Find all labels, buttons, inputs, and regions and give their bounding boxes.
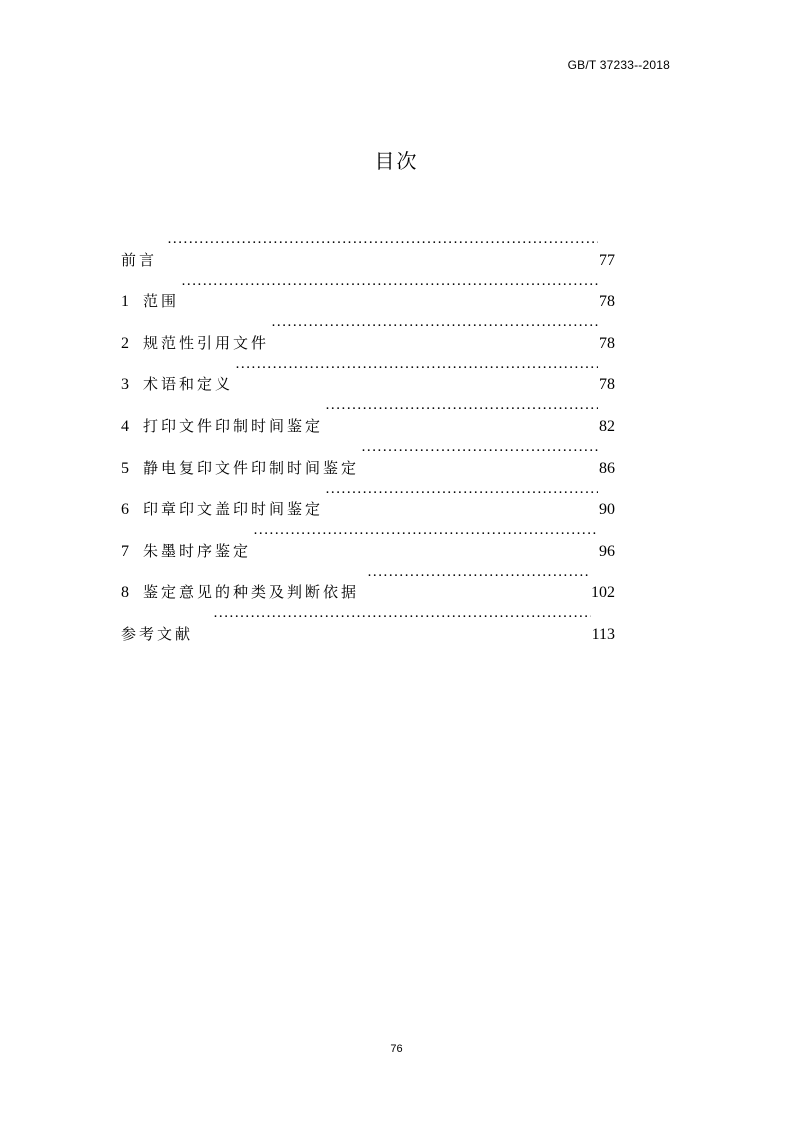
toc-entry-page: 77	[599, 251, 615, 269]
toc-leader-dots	[235, 348, 598, 390]
page-number: 76	[390, 1043, 403, 1055]
toc-entry-number: 7	[121, 542, 129, 560]
toc-leader-dots	[325, 389, 598, 431]
toc-entry-title: 朱墨时序鉴定	[143, 541, 252, 560]
toc-leader-dots	[325, 473, 598, 515]
toc-leader-dots	[167, 223, 598, 265]
toc-leader-dots	[367, 556, 590, 598]
toc-entry-title: 打印文件印制时间鉴定	[143, 416, 324, 435]
toc-leader-dots	[361, 431, 598, 473]
toc-entry-page: 90	[599, 501, 615, 519]
toc-entry-number: 1	[121, 293, 129, 311]
toc-entry-title: 参考文献	[121, 624, 194, 643]
toc-leader-dots	[253, 514, 598, 556]
toc-entry-page: 96	[599, 542, 615, 560]
toc-entry-number: 6	[121, 501, 129, 519]
toc-entry-title: 规范性引用文件	[143, 333, 270, 352]
toc-entry-title: 静电复印文件印制时间鉴定	[143, 458, 360, 477]
toc-entry-number: 5	[121, 459, 129, 477]
toc-entry-number: 8	[121, 584, 129, 602]
toc-entry-scope[interactable]	[121, 265, 615, 311]
toc-entry-page: 113	[591, 625, 615, 643]
standard-code: GB/T 37233--2018	[567, 58, 670, 72]
toc-leader-dots	[181, 265, 598, 307]
toc-entry-page: 102	[591, 584, 615, 602]
toc-leader-dots	[271, 306, 598, 348]
toc-entry-number: 4	[121, 417, 129, 435]
toc-entry-foreword[interactable]	[121, 223, 615, 269]
toc-entry-page: 78	[599, 334, 615, 352]
toc-entry-page: 78	[599, 293, 615, 311]
toc-entry-page: 86	[599, 459, 615, 477]
toc-entry-title: 印章印文盖印时间鉴定	[143, 500, 324, 519]
toc-title: 目次	[374, 149, 419, 173]
toc-entry-title: 术语和定义	[143, 375, 234, 394]
toc-leader-dots	[213, 597, 591, 639]
toc-entry-normative-references[interactable]	[121, 306, 615, 352]
toc-entry-title: 鉴定意见的种类及判断依据	[143, 583, 360, 602]
toc-entry-number: 2	[121, 334, 129, 352]
toc-entry-number: 3	[121, 376, 129, 394]
toc-entry-title: 范围	[143, 292, 180, 311]
toc-entry-title: 前言	[121, 250, 158, 269]
toc-entry-page: 82	[599, 417, 615, 435]
toc-entry-page: 78	[599, 376, 615, 394]
table-of-contents	[121, 223, 615, 643]
